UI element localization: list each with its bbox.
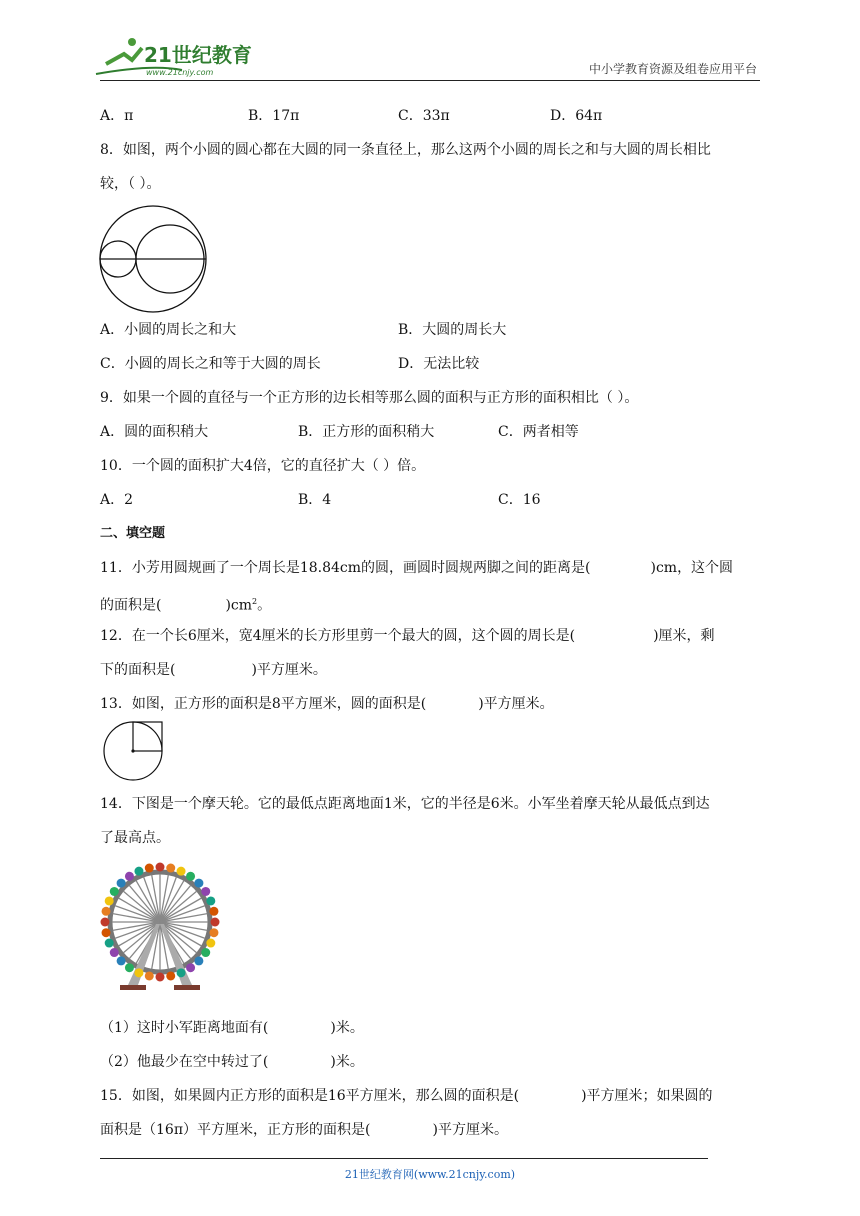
q14-sub2-text-a: （2）他最少在空中转过了( — [100, 1054, 269, 1070]
ferris-wheel-gondola — [110, 887, 119, 896]
q13-text-b: )平方厘米。 — [478, 696, 554, 712]
q12-text-c: 下的面积是( — [100, 662, 176, 678]
q9-option-c: C．两者相等 — [498, 424, 579, 440]
ferris-wheel-gondola — [125, 872, 134, 881]
q14-text-line2: 了最高点。 — [100, 830, 170, 846]
q11-text-c: 的面积是( — [100, 597, 162, 614]
q12-text-a: 12．在一个长6厘米，宽4厘米的长方形里剪一个最大的圆，这个圆的周长是( — [100, 628, 576, 644]
q15-line2 — [100, 1120, 508, 1140]
q12-text-b: )厘米，剩 — [653, 628, 715, 644]
q9-option-a: A．圆的面积稍大 — [100, 424, 209, 440]
ferris-wheel-gondola — [206, 896, 215, 905]
q14-sub1 — [100, 1018, 364, 1038]
ferris-wheel-gondola — [209, 928, 218, 937]
footer-divider — [100, 1158, 708, 1159]
ferris-wheel-gondola — [186, 872, 195, 881]
q12-line2 — [100, 660, 327, 680]
q10-option-a: A．2 — [100, 492, 134, 508]
q7-option-b: B．17π — [248, 108, 300, 124]
header-divider — [100, 80, 760, 81]
ferris-wheel-gondola — [125, 963, 134, 972]
q14-sub2 — [100, 1052, 364, 1072]
q14-sub1-text-a: （1）这时小军距离地面有( — [100, 1020, 269, 1036]
ferris-wheel-gondola — [211, 918, 220, 927]
q13-line — [100, 694, 554, 714]
ferris-wheel-gondola — [194, 879, 203, 888]
q10-text: 10．一个圆的面积扩大4倍，它的直径扩大（ ）倍。 — [100, 458, 426, 474]
ferris-wheel-gondola — [206, 939, 215, 948]
q11-unit-exponent: 2 — [252, 597, 258, 606]
q12-text-d: )平方厘米。 — [251, 662, 327, 678]
ferris-wheel-gondola — [117, 956, 126, 965]
q11-text-e: 。 — [257, 597, 272, 614]
ferris-wheel-gondola — [156, 863, 165, 872]
q7-option-a: A．π — [100, 108, 134, 124]
q11-line2 — [100, 592, 271, 616]
ferris-wheel-gondola — [110, 948, 119, 957]
ferris-wheel-gondola — [117, 879, 126, 888]
q14-sub1-text-b: )米。 — [330, 1020, 364, 1036]
section-title-fill-in: 二、填空题 — [100, 526, 166, 541]
q15-text-c: 面积是（16π）平方厘米，正方形的面积是( — [100, 1122, 371, 1138]
header-platform-name: 中小学教育资源及组卷应用平台 — [588, 62, 757, 76]
q8-circles-figure — [98, 204, 210, 314]
ferris-wheel-gondola — [186, 963, 195, 972]
ferris-wheel-gondola — [166, 971, 175, 980]
ferris-wheel-gondola — [201, 948, 210, 957]
q11-text-a: 11．小芳用圆规画了一个周长是18.84cm的圆，画圆时圆规两脚之间的距离是( — [100, 560, 591, 576]
q15-text-b: )平方厘米；如果圆的 — [581, 1088, 713, 1104]
q8-option-b: B．大圆的周长大 — [398, 322, 507, 338]
ferris-wheel-gondola — [102, 928, 111, 937]
ferris-wheel-gondola — [194, 956, 203, 965]
ferris-wheel-gondola — [134, 867, 143, 876]
ferris-wheel-gondola — [134, 968, 143, 977]
site-logo — [92, 34, 262, 78]
q14-text-line1: 14．下图是一个摩天轮。它的最低点距离地面1米，它的半径是6米。小军坐着摩天轮从最低点到达 — [100, 796, 710, 812]
q13-square-circle-figure — [103, 720, 167, 782]
ferris-wheel-gondola — [209, 907, 218, 916]
q8-option-a: A．小圆的周长之和大 — [100, 322, 237, 338]
q11-text-d: )cm — [225, 597, 253, 614]
ferris-wheel-gondola — [101, 918, 110, 927]
q11-text-b: )cm，这个圆 — [650, 560, 734, 576]
svg-text:21世纪教育: 21世纪教育 — [144, 43, 252, 67]
q11-line1 — [100, 558, 733, 578]
ferris-wheel-gondola — [156, 973, 165, 982]
q15-line1 — [100, 1086, 713, 1106]
q8-text-line1: 8．如图，两个小圆的圆心都在大圆的同一条直径上，那么这两个小圆的周长之和与大圆的周长相比 — [100, 142, 711, 158]
q14-sub2-text-b: )米。 — [330, 1054, 364, 1070]
q7-option-d: D．64π — [550, 108, 603, 124]
ferris-wheel-gondola — [201, 887, 210, 896]
ferris-wheel-gondola — [145, 971, 154, 980]
ferris-wheel-figure — [98, 860, 222, 1000]
q13-text-a: 13．如图，正方形的面积是8平方厘米，圆的面积是( — [100, 696, 427, 712]
svg-text:www.21cnjy.com: www.21cnjy.com — [146, 68, 214, 77]
q8-option-c: C．小圆的周长之和等于大圆的周长 — [100, 356, 321, 372]
q8-text-line2: 较，（ ）。 — [100, 176, 161, 192]
q8-option-d: D．无法比较 — [398, 356, 480, 372]
ferris-wheel-gondola — [145, 864, 154, 873]
q10-option-b: B．4 — [298, 492, 332, 508]
ferris-wheel-gondola — [166, 864, 175, 873]
q12-line1 — [100, 626, 715, 646]
q9-option-b: B．正方形的面积稍大 — [298, 424, 435, 440]
ferris-wheel-gondola — [105, 939, 114, 948]
ferris-wheel-gondola — [102, 907, 111, 916]
ferris-wheel-gondola — [177, 867, 186, 876]
footer-site-link[interactable]: 21世纪教育网(www.21cnjy.com) — [344, 1168, 516, 1181]
q7-option-c: C．33π — [398, 108, 450, 124]
ferris-wheel-gondola — [177, 968, 186, 977]
ferris-wheel-gondola — [105, 896, 114, 905]
q15-text-a: 15．如图，如果圆内正方形的面积是16平方厘米，那么圆的面积是( — [100, 1088, 520, 1104]
q10-option-c: C．16 — [498, 492, 541, 508]
q9-text: 9．如果一个圆的直径与一个正方形的边长相等那么圆的面积与正方形的面积相比（ ）。 — [100, 390, 639, 406]
q15-text-d: )平方厘米。 — [432, 1122, 508, 1138]
